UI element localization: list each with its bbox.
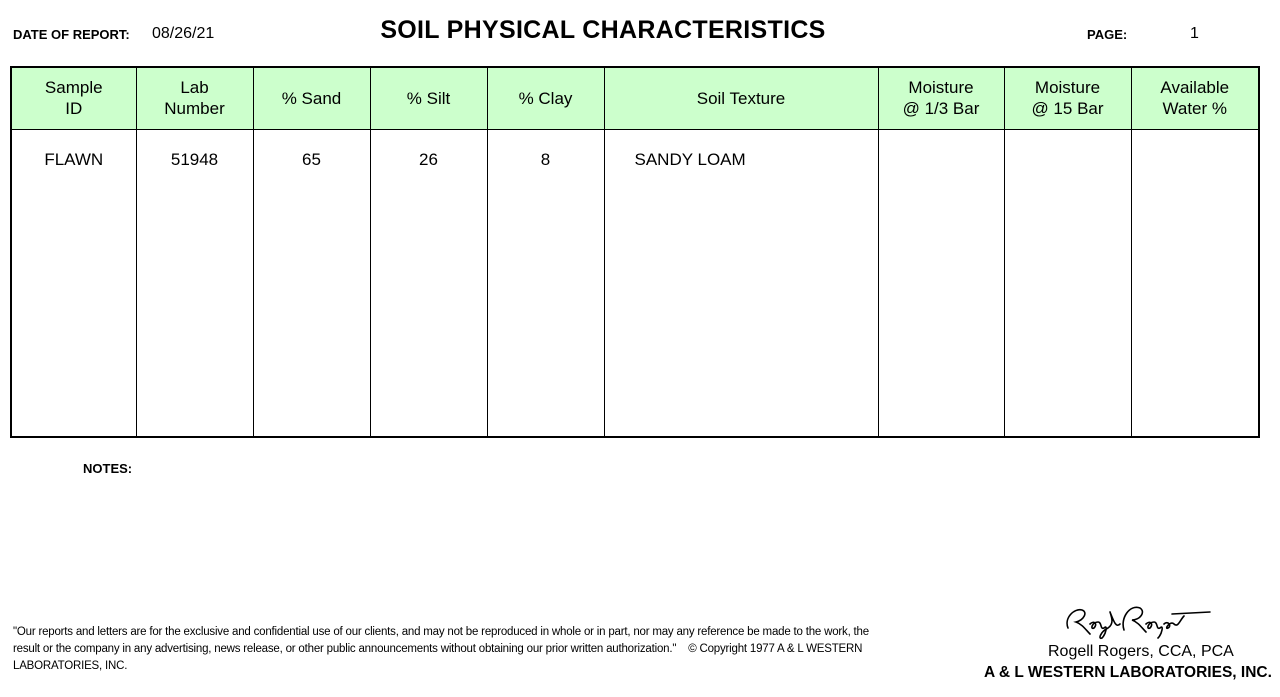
cell-available-water — [1131, 129, 1259, 437]
soil-characteristics-table — [10, 66, 1260, 438]
cell-silt: 26 — [370, 129, 487, 437]
col-header-silt: % Silt — [370, 67, 487, 129]
cell-sample-id: FLAWN — [11, 129, 136, 437]
table-row — [11, 129, 1259, 437]
disclaimer-line: "Our reports and letters are for the exclusive and confidential use of our clients, and may not be reproduced in whole or in part, nor may any reference be made to the work, the — [13, 626, 869, 638]
col-header-clay: % Clay — [487, 67, 604, 129]
cell-sand: 65 — [253, 129, 370, 437]
disclaimer — [13, 624, 873, 675]
disclaimer-line: LABORATORIES, INC. — [13, 660, 128, 672]
table-header-row — [11, 67, 1259, 129]
col-header-moisture-third-bar: Moisture @ 1/3 Bar — [878, 67, 1004, 129]
col-header-sample-id: Sample ID — [11, 67, 136, 129]
col-header-lab-number: Lab Number — [136, 67, 253, 129]
page-number: 1 — [1190, 25, 1199, 42]
cell-lab-number: 51948 — [136, 129, 253, 437]
cell-moisture-third-bar — [878, 129, 1004, 437]
col-header-moisture-15-bar: Moisture @ 15 Bar — [1004, 67, 1131, 129]
col-header-available-water: Available Water % — [1131, 67, 1259, 129]
date-of-report-label: DATE OF REPORT: — [13, 27, 130, 42]
col-header-soil-texture: Soil Texture — [604, 67, 878, 129]
signature-image — [1060, 598, 1212, 640]
report-title: SOIL PHYSICAL CHARACTERISTICS — [380, 16, 826, 44]
notes-label: NOTES: — [83, 461, 133, 476]
cell-moisture-15-bar — [1004, 129, 1131, 437]
disclaimer-line: result or the company in any advertising, news release, or other public announcements without obtaining our prior written authorization." © Copyright 1977 A & L WESTERN — [13, 643, 863, 655]
cell-clay: 8 — [487, 129, 604, 437]
cell-soil-texture: SANDY LOAM — [604, 129, 878, 437]
signer-name: Rogell Rogers, CCA, PCA — [1048, 643, 1234, 660]
page-label: PAGE: — [1087, 27, 1128, 42]
date-of-report-value: 08/26/21 — [152, 25, 215, 42]
company-name: A & L WESTERN LABORATORIES, INC. — [984, 664, 1272, 681]
col-header-sand: % Sand — [253, 67, 370, 129]
